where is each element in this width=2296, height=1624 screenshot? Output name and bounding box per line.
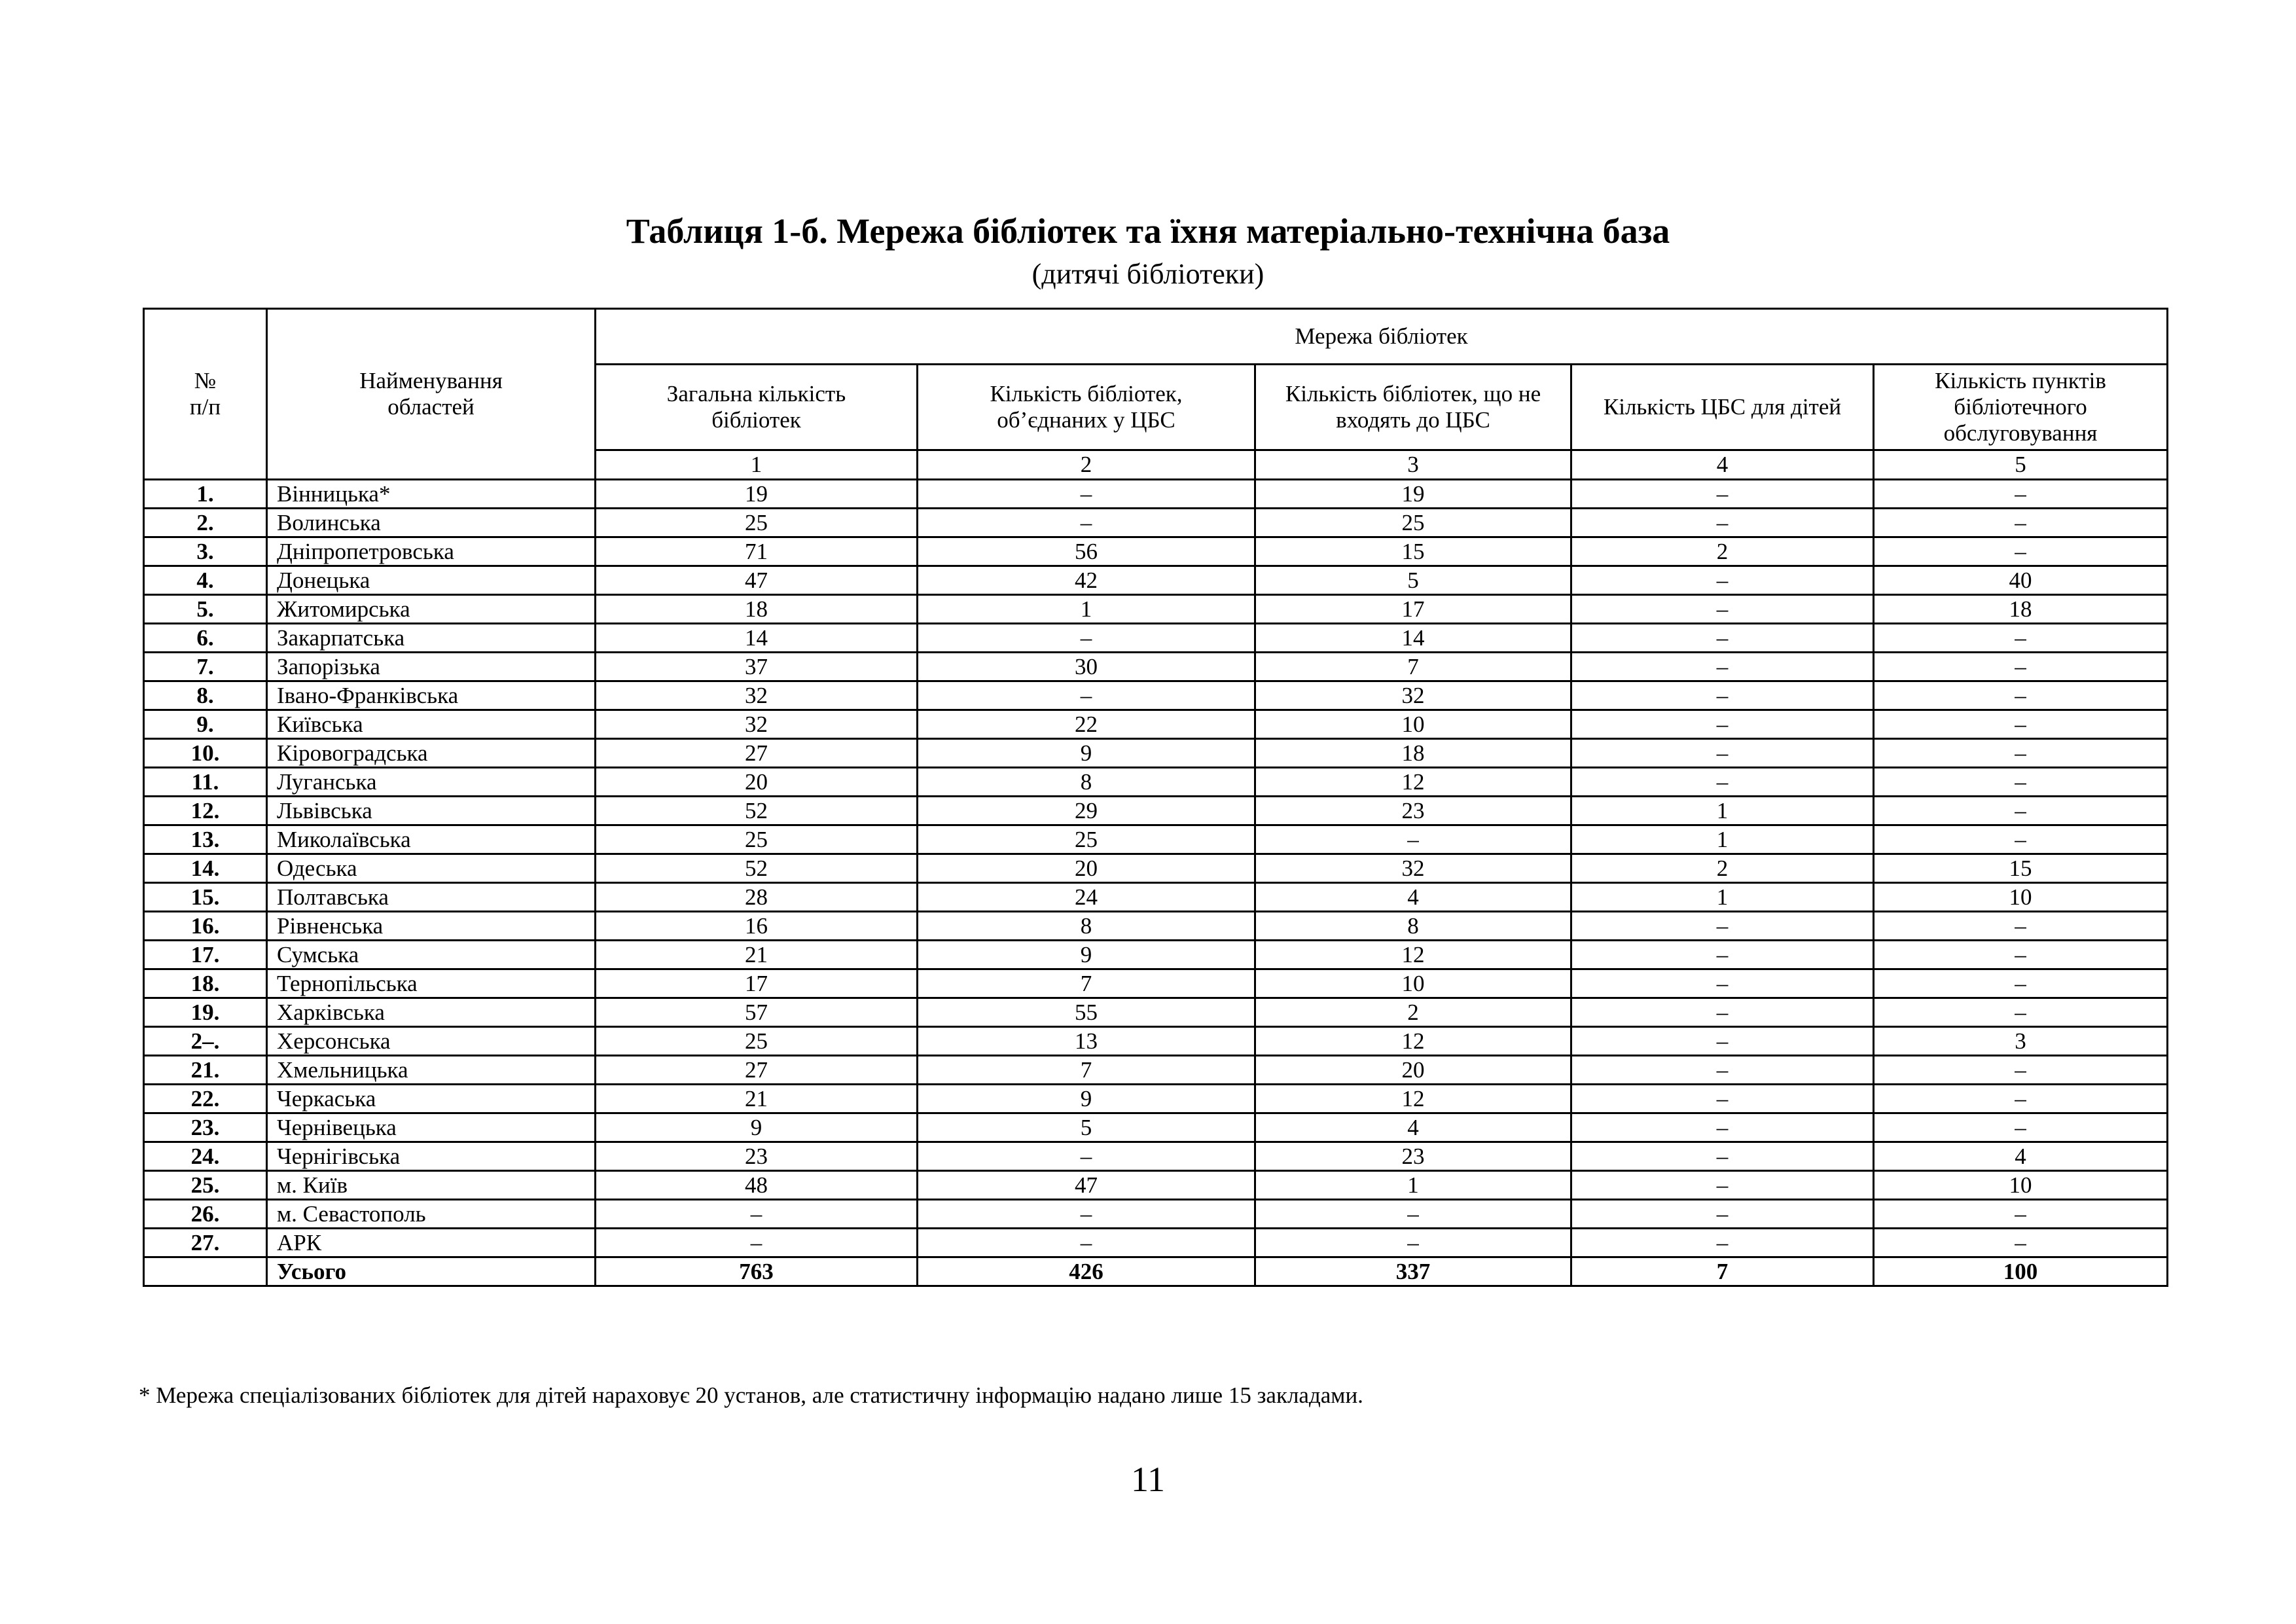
table-row bbox=[144, 1229, 2168, 1257]
table-row bbox=[144, 1056, 2168, 1085]
libraries-outside-cbs: 12 bbox=[1255, 1027, 1571, 1056]
region-name: м. Київ bbox=[267, 1171, 596, 1200]
libraries-outside-cbs: 18 bbox=[1255, 739, 1571, 768]
libraries-in-cbs: 25 bbox=[918, 825, 1255, 854]
total-libraries: 27 bbox=[596, 739, 918, 768]
total-libraries: – bbox=[596, 1229, 918, 1257]
service-points-count: – bbox=[1874, 480, 2168, 509]
service-points-count: – bbox=[1874, 941, 2168, 969]
service-points-count: 10 bbox=[1874, 1171, 2168, 1200]
libraries-in-cbs: 8 bbox=[918, 912, 1255, 941]
header-column-number: 4 bbox=[1571, 450, 1874, 480]
libraries-in-cbs: – bbox=[918, 509, 1255, 537]
table-row bbox=[144, 681, 2168, 710]
row-number: 3. bbox=[144, 537, 267, 566]
header-row-number bbox=[144, 309, 267, 480]
footnote: * Мережа спеціалізованих бібліотек для дітей нараховує 20 установ, але статистичну інформацію надано лише 15 закладами. bbox=[139, 1382, 1363, 1408]
children-cbs-count: – bbox=[1571, 1200, 1874, 1229]
libraries-outside-cbs: 23 bbox=[1255, 797, 1571, 825]
service-points-count: – bbox=[1874, 969, 2168, 998]
total-libraries: 16 bbox=[596, 912, 918, 941]
total-libraries: 17 bbox=[596, 969, 918, 998]
service-points-count: 100 bbox=[1874, 1257, 2168, 1286]
header-column-3-line-2: входять до ЦБС bbox=[1336, 407, 1490, 433]
children-cbs-count: – bbox=[1571, 969, 1874, 998]
children-cbs-count: – bbox=[1571, 1085, 1874, 1113]
total-libraries: 20 bbox=[596, 768, 918, 797]
children-cbs-count: – bbox=[1571, 912, 1874, 941]
libraries-in-cbs: – bbox=[918, 1200, 1255, 1229]
libraries-in-cbs: 47 bbox=[918, 1171, 1255, 1200]
region-name: Волинська bbox=[267, 509, 596, 537]
page-number: 11 bbox=[1131, 1460, 1165, 1499]
libraries-in-cbs: 5 bbox=[918, 1113, 1255, 1142]
total-libraries: 25 bbox=[596, 509, 918, 537]
region-name: м. Севастополь bbox=[267, 1200, 596, 1229]
children-cbs-count: 2 bbox=[1571, 854, 1874, 883]
service-points-count: – bbox=[1874, 681, 2168, 710]
children-cbs-count: – bbox=[1571, 1229, 1874, 1257]
libraries-in-cbs: 9 bbox=[918, 941, 1255, 969]
children-cbs-count: 1 bbox=[1571, 825, 1874, 854]
children-cbs-count: – bbox=[1571, 509, 1874, 537]
service-points-count: – bbox=[1874, 537, 2168, 566]
libraries-outside-cbs: 20 bbox=[1255, 1056, 1571, 1085]
region-name: Миколаївська bbox=[267, 825, 596, 854]
libraries-in-cbs: 13 bbox=[918, 1027, 1255, 1056]
header-column-2 bbox=[918, 365, 1255, 450]
header-library-network-group: Мережа бібліотек bbox=[596, 309, 2168, 365]
service-points-count: – bbox=[1874, 797, 2168, 825]
libraries-outside-cbs: 12 bbox=[1255, 768, 1571, 797]
header-column-5-line-3: обслуговування bbox=[1943, 420, 2098, 446]
libraries-outside-cbs: 2 bbox=[1255, 998, 1571, 1027]
table-row bbox=[144, 1142, 2168, 1171]
service-points-count: 4 bbox=[1874, 1142, 2168, 1171]
libraries-outside-cbs: 32 bbox=[1255, 681, 1571, 710]
table-row bbox=[144, 1171, 2168, 1200]
children-cbs-count: – bbox=[1571, 653, 1874, 681]
table-subtitle: (дитячі бібліотеки) bbox=[1031, 258, 1265, 290]
children-cbs-count: – bbox=[1571, 998, 1874, 1027]
libraries-in-cbs: – bbox=[918, 624, 1255, 653]
children-cbs-count: – bbox=[1571, 739, 1874, 768]
libraries-in-cbs: 30 bbox=[918, 653, 1255, 681]
total-libraries: 27 bbox=[596, 1056, 918, 1085]
libraries-in-cbs: 9 bbox=[918, 739, 1255, 768]
service-points-count: 18 bbox=[1874, 595, 2168, 624]
children-cbs-count: – bbox=[1571, 941, 1874, 969]
row-number: 10. bbox=[144, 739, 267, 768]
service-points-count: – bbox=[1874, 912, 2168, 941]
service-points-count: – bbox=[1874, 998, 2168, 1027]
row-number: 25. bbox=[144, 1171, 267, 1200]
libraries-in-cbs: 22 bbox=[918, 710, 1255, 739]
table-row bbox=[144, 969, 2168, 998]
children-cbs-count: 2 bbox=[1571, 537, 1874, 566]
header-column-1-line-1: Загальна кількість bbox=[666, 381, 846, 406]
table-row bbox=[144, 768, 2168, 797]
table-row bbox=[144, 1027, 2168, 1056]
header-column-3 bbox=[1255, 365, 1571, 450]
libraries-outside-cbs: 19 bbox=[1255, 480, 1571, 509]
table-row bbox=[144, 941, 2168, 969]
region-name: Львівська bbox=[267, 797, 596, 825]
libraries-outside-cbs: 337 bbox=[1255, 1257, 1571, 1286]
total-libraries: – bbox=[596, 1200, 918, 1229]
libraries-outside-cbs: 17 bbox=[1255, 595, 1571, 624]
region-name: Харківська bbox=[267, 998, 596, 1027]
children-cbs-count: – bbox=[1571, 595, 1874, 624]
total-row bbox=[144, 1257, 2168, 1286]
libraries-outside-cbs: 14 bbox=[1255, 624, 1571, 653]
header-column-3-line-1: Кількість бібліотек, що не bbox=[1285, 381, 1541, 406]
table-row bbox=[144, 710, 2168, 739]
libraries-in-cbs: 7 bbox=[918, 969, 1255, 998]
region-name: Хмельницька bbox=[267, 1056, 596, 1085]
children-cbs-count: 7 bbox=[1571, 1257, 1874, 1286]
children-cbs-count: – bbox=[1571, 1142, 1874, 1171]
total-libraries: 9 bbox=[596, 1113, 918, 1142]
header-number-abbrev: п/п bbox=[189, 394, 221, 420]
table-row bbox=[144, 480, 2168, 509]
total-libraries: 18 bbox=[596, 595, 918, 624]
children-cbs-count: – bbox=[1571, 710, 1874, 739]
header-region-name bbox=[267, 309, 596, 480]
libraries-in-cbs: 42 bbox=[918, 566, 1255, 595]
service-points-count: – bbox=[1874, 624, 2168, 653]
service-points-count: – bbox=[1874, 768, 2168, 797]
service-points-count: 40 bbox=[1874, 566, 2168, 595]
service-points-count: 10 bbox=[1874, 883, 2168, 912]
service-points-count: – bbox=[1874, 710, 2168, 739]
libraries-outside-cbs: 8 bbox=[1255, 912, 1571, 941]
row-number: 15. bbox=[144, 883, 267, 912]
region-name: АРК bbox=[267, 1229, 596, 1257]
libraries-in-cbs: 9 bbox=[918, 1085, 1255, 1113]
region-name: Тернопільська bbox=[267, 969, 596, 998]
service-points-count: – bbox=[1874, 1229, 2168, 1257]
row-number: 6. bbox=[144, 624, 267, 653]
total-libraries: 763 bbox=[596, 1257, 918, 1286]
row-number: 17. bbox=[144, 941, 267, 969]
header-column-5-line-1: Кількість пунктів bbox=[1935, 368, 2106, 393]
row-number: 1. bbox=[144, 480, 267, 509]
service-points-count: 15 bbox=[1874, 854, 2168, 883]
region-name: Одеська bbox=[267, 854, 596, 883]
table-row bbox=[144, 854, 2168, 883]
libraries-in-cbs: 8 bbox=[918, 768, 1255, 797]
header-column-number: 5 bbox=[1874, 450, 2168, 480]
row-number: 19. bbox=[144, 998, 267, 1027]
children-cbs-count: – bbox=[1571, 681, 1874, 710]
header-column-4-line-1: Кількість ЦБС для дітей bbox=[1603, 394, 1842, 420]
total-libraries: 28 bbox=[596, 883, 918, 912]
table-title: Таблиця 1-б. Мережа бібліотек та їхня матеріально-технічна база bbox=[626, 211, 1670, 251]
total-libraries: 21 bbox=[596, 1085, 918, 1113]
header-column-1 bbox=[596, 365, 918, 450]
header-column-2-line-1: Кількість бібліотек, bbox=[990, 381, 1183, 406]
libraries-outside-cbs: – bbox=[1255, 825, 1571, 854]
region-name: Усього bbox=[267, 1257, 596, 1286]
header-column-1-line-2: бібліотек bbox=[711, 407, 801, 433]
children-cbs-count: 1 bbox=[1571, 883, 1874, 912]
table-row bbox=[144, 998, 2168, 1027]
libraries-in-cbs: 426 bbox=[918, 1257, 1255, 1286]
row-number: 23. bbox=[144, 1113, 267, 1142]
total-libraries: 37 bbox=[596, 653, 918, 681]
children-cbs-count: – bbox=[1571, 1056, 1874, 1085]
library-network-table bbox=[143, 308, 2168, 1287]
row-number: 5. bbox=[144, 595, 267, 624]
row-number: 24. bbox=[144, 1142, 267, 1171]
region-name: Київська bbox=[267, 710, 596, 739]
row-number: 8. bbox=[144, 681, 267, 710]
libraries-in-cbs: – bbox=[918, 681, 1255, 710]
libraries-outside-cbs: 25 bbox=[1255, 509, 1571, 537]
region-name: Кіровоградська bbox=[267, 739, 596, 768]
total-libraries: 32 bbox=[596, 710, 918, 739]
service-points-count: – bbox=[1874, 1085, 2168, 1113]
table-row bbox=[144, 566, 2168, 595]
header-column-number: 1 bbox=[596, 450, 918, 480]
row-number: 18. bbox=[144, 969, 267, 998]
libraries-in-cbs: 29 bbox=[918, 797, 1255, 825]
header-column-5-line-2: бібліотечного bbox=[1954, 394, 2087, 420]
table-row bbox=[144, 1113, 2168, 1142]
total-libraries: 25 bbox=[596, 825, 918, 854]
libraries-outside-cbs: 23 bbox=[1255, 1142, 1571, 1171]
service-points-count: – bbox=[1874, 653, 2168, 681]
total-libraries: 14 bbox=[596, 624, 918, 653]
total-libraries: 47 bbox=[596, 566, 918, 595]
libraries-outside-cbs: 4 bbox=[1255, 883, 1571, 912]
region-name: Сумська bbox=[267, 941, 596, 969]
header-region-line-2: областей bbox=[387, 394, 475, 420]
table-row bbox=[144, 883, 2168, 912]
row-number: 12. bbox=[144, 797, 267, 825]
libraries-in-cbs: 55 bbox=[918, 998, 1255, 1027]
table-row bbox=[144, 912, 2168, 941]
row-number: 2. bbox=[144, 509, 267, 537]
row-number: 7. bbox=[144, 653, 267, 681]
total-libraries: 25 bbox=[596, 1027, 918, 1056]
total-libraries: 71 bbox=[596, 537, 918, 566]
libraries-in-cbs: 7 bbox=[918, 1056, 1255, 1085]
table-row bbox=[144, 595, 2168, 624]
service-points-count: – bbox=[1874, 739, 2168, 768]
libraries-outside-cbs: 10 bbox=[1255, 969, 1571, 998]
table-row bbox=[144, 624, 2168, 653]
service-points-count: – bbox=[1874, 825, 2168, 854]
table-row bbox=[144, 653, 2168, 681]
row-number: 27. bbox=[144, 1229, 267, 1257]
header-number-sign: № bbox=[194, 368, 217, 393]
region-name: Чернівецька bbox=[267, 1113, 596, 1142]
service-points-count: – bbox=[1874, 1113, 2168, 1142]
total-libraries: 52 bbox=[596, 797, 918, 825]
region-name: Закарпатська bbox=[267, 624, 596, 653]
total-libraries: 19 bbox=[596, 480, 918, 509]
libraries-in-cbs: – bbox=[918, 1142, 1255, 1171]
header-column-5 bbox=[1874, 365, 2168, 450]
row-number: 16. bbox=[144, 912, 267, 941]
total-libraries: 32 bbox=[596, 681, 918, 710]
region-name: Дніпропетровська bbox=[267, 537, 596, 566]
row-number: 4. bbox=[144, 566, 267, 595]
children-cbs-count: – bbox=[1571, 1113, 1874, 1142]
libraries-in-cbs: – bbox=[918, 480, 1255, 509]
region-name: Житомирська bbox=[267, 595, 596, 624]
region-name: Чернігівська bbox=[267, 1142, 596, 1171]
region-name: Черкаська bbox=[267, 1085, 596, 1113]
children-cbs-count: 1 bbox=[1571, 797, 1874, 825]
region-name: Луганська bbox=[267, 768, 596, 797]
children-cbs-count: – bbox=[1571, 566, 1874, 595]
region-name: Донецька bbox=[267, 566, 596, 595]
libraries-in-cbs: – bbox=[918, 1229, 1255, 1257]
row-number: 13. bbox=[144, 825, 267, 854]
table-row bbox=[144, 1200, 2168, 1229]
header-column-number: 3 bbox=[1255, 450, 1571, 480]
table-row bbox=[144, 825, 2168, 854]
libraries-in-cbs: 1 bbox=[918, 595, 1255, 624]
libraries-outside-cbs: 7 bbox=[1255, 653, 1571, 681]
row-number: 14. bbox=[144, 854, 267, 883]
children-cbs-count: – bbox=[1571, 768, 1874, 797]
children-cbs-count: – bbox=[1571, 624, 1874, 653]
children-cbs-count: – bbox=[1571, 1171, 1874, 1200]
region-name: Полтавська bbox=[267, 883, 596, 912]
row-number: 21. bbox=[144, 1056, 267, 1085]
table-row bbox=[144, 1085, 2168, 1113]
row-number bbox=[144, 1257, 267, 1286]
service-points-count: – bbox=[1874, 1200, 2168, 1229]
total-libraries: 21 bbox=[596, 941, 918, 969]
header-column-4 bbox=[1571, 365, 1874, 450]
service-points-count: – bbox=[1874, 1056, 2168, 1085]
row-number: 9. bbox=[144, 710, 267, 739]
header-column-number: 2 bbox=[918, 450, 1255, 480]
total-libraries: 57 bbox=[596, 998, 918, 1027]
total-libraries: 48 bbox=[596, 1171, 918, 1200]
libraries-outside-cbs: 12 bbox=[1255, 941, 1571, 969]
children-cbs-count: – bbox=[1571, 1027, 1874, 1056]
libraries-in-cbs: 24 bbox=[918, 883, 1255, 912]
region-name: Херсонська bbox=[267, 1027, 596, 1056]
table-row bbox=[144, 509, 2168, 537]
table-row bbox=[144, 739, 2168, 768]
row-number: 22. bbox=[144, 1085, 267, 1113]
region-name: Вінницька* bbox=[267, 480, 596, 509]
libraries-in-cbs: 56 bbox=[918, 537, 1255, 566]
header-column-2-line-2: об’єднаних у ЦБС bbox=[997, 407, 1175, 433]
libraries-outside-cbs: – bbox=[1255, 1200, 1571, 1229]
row-number: 2–. bbox=[144, 1027, 267, 1056]
libraries-outside-cbs: 32 bbox=[1255, 854, 1571, 883]
libraries-outside-cbs: 15 bbox=[1255, 537, 1571, 566]
service-points-count: 3 bbox=[1874, 1027, 2168, 1056]
total-libraries: 52 bbox=[596, 854, 918, 883]
region-name: Рівненська bbox=[267, 912, 596, 941]
libraries-outside-cbs: 5 bbox=[1255, 566, 1571, 595]
region-name: Запорізька bbox=[267, 653, 596, 681]
row-number: 26. bbox=[144, 1200, 267, 1229]
table-row bbox=[144, 797, 2168, 825]
libraries-outside-cbs: – bbox=[1255, 1229, 1571, 1257]
libraries-in-cbs: 20 bbox=[918, 854, 1255, 883]
row-number: 11. bbox=[144, 768, 267, 797]
service-points-count: – bbox=[1874, 509, 2168, 537]
table-row bbox=[144, 537, 2168, 566]
libraries-outside-cbs: 12 bbox=[1255, 1085, 1571, 1113]
total-libraries: 23 bbox=[596, 1142, 918, 1171]
children-cbs-count: – bbox=[1571, 480, 1874, 509]
libraries-outside-cbs: 4 bbox=[1255, 1113, 1571, 1142]
region-name: Івано-Франківська bbox=[267, 681, 596, 710]
libraries-outside-cbs: 10 bbox=[1255, 710, 1571, 739]
header-region-line-1: Найменування bbox=[359, 368, 503, 393]
libraries-outside-cbs: 1 bbox=[1255, 1171, 1571, 1200]
